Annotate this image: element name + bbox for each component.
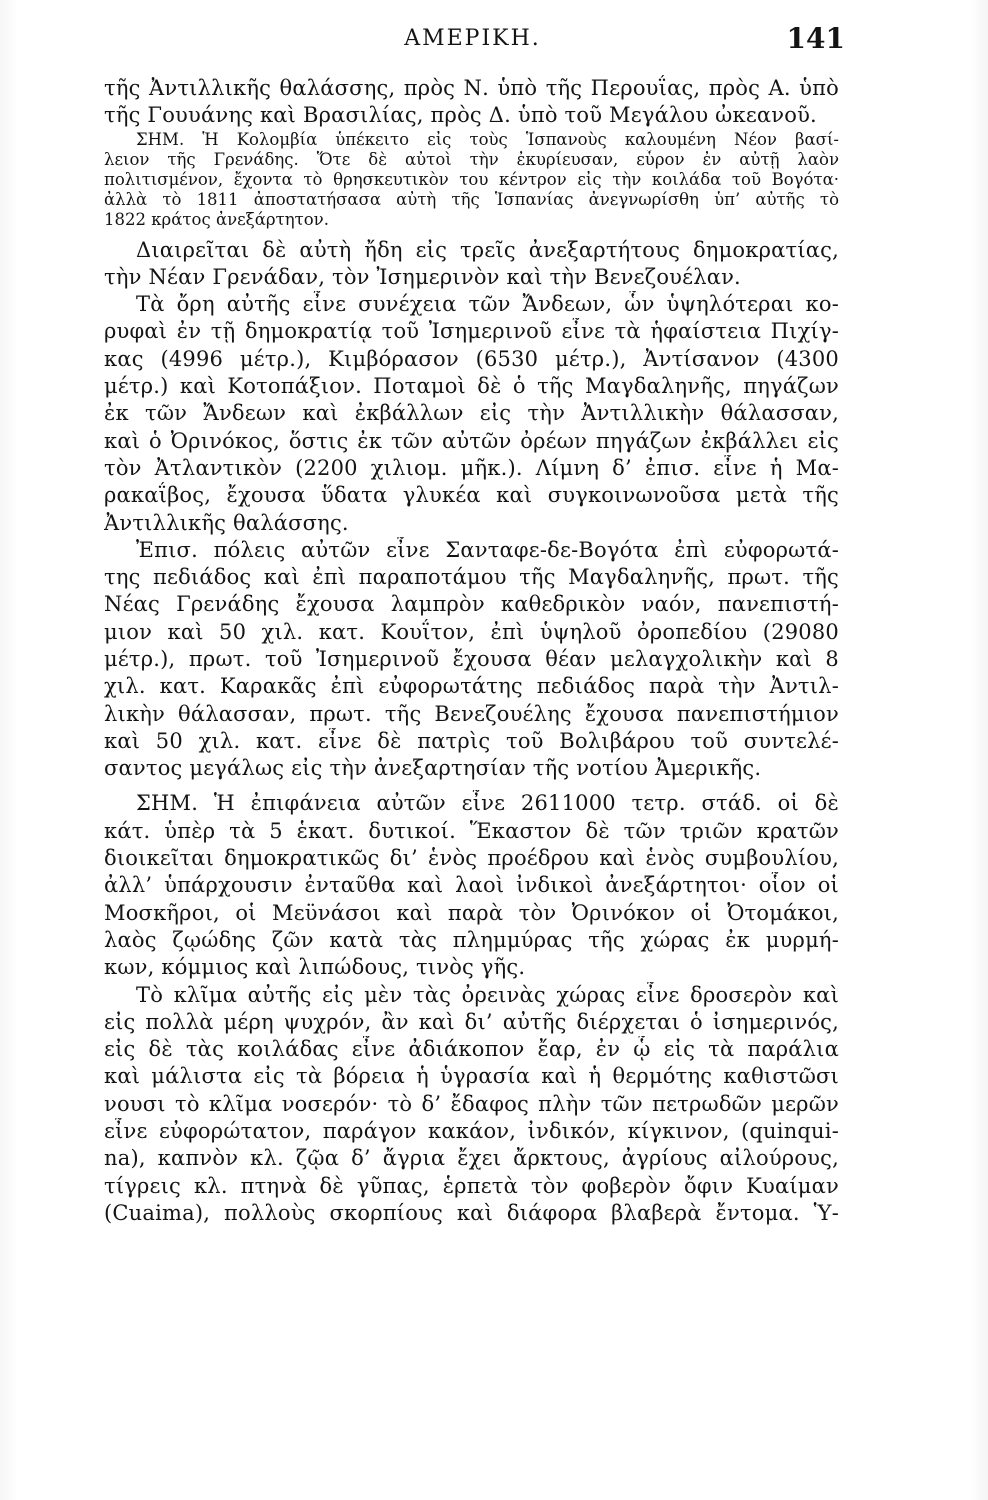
text-line: Διαιρεῖται δὲ αὐτὴ ἤδη εἰς τρεῖς ἀνεξαρτήτους δημοκρατίας, (136, 237, 839, 262)
page-header (100, 22, 845, 58)
text-line: της πεδιάδος καὶ ἐπὶ παραποτάμου τῆς Μαγδαληνῆς, πρωτ. τῆς (104, 565, 839, 590)
paragraph-divisions (104, 237, 839, 292)
text-line: τὴν Νέαν Γρενάδαν, τὸν Ἰσημερινὸν καὶ τὴν Βενεζουέλαν. (104, 264, 741, 289)
text-line: Νέας Γρενάδης ἔχουσα λαμπρὸν καθεδρικὸν ναόν, πανεπιστή- (104, 592, 839, 617)
text-line: μέτρ.), πρωτ. τοῦ Ἰσημερινοῦ ἔχουσα θέαν μελαγχολικὴν καὶ 8 (104, 646, 839, 671)
text-line: κας (4996 μέτρ.), Κιμβόρασον (6530 μέτρ.), Ἀντίσανον (4300 (104, 346, 839, 371)
text-line: εἰς πολλὰ μέρη ψυχρόν, ἂν καὶ δι’ αὐτῆς διέρχεται ὁ ἰσημερινός, (104, 1009, 839, 1034)
text-line: Ἀντιλλικῆς θαλάσσης. (104, 510, 349, 535)
text-line: Μοσκῆροι, οἱ Μεϋνάσοι καὶ παρὰ τὸν Ὀρινόκον οἱ Ὀτομάκοι, (104, 900, 839, 925)
text-line: Ἐπισ. πόλεις αὐτῶν εἶνε Σανταφε-δε-Βογότα ἐπὶ εὐφορωτά- (136, 537, 839, 562)
paragraph-cities (104, 537, 839, 783)
text-line: μιον καὶ 50 χιλ. κατ. Κουΐτον, ἐπὶ ὑψηλοῦ ὀροπεδίου (29080 (104, 619, 839, 644)
note-line: 1822 κράτος ἀνεξάρτητον. (104, 210, 329, 230)
text-line: κων, κόμμιος καὶ λιπώδους, τινὸς γῆς. (104, 955, 526, 980)
note-line: ΣΗΜ. Ἡ Κολομβία ὑπέκειτο εἰς τοὺς Ἱσπανοὺς καλουμένη Νέον βασί- (136, 129, 839, 149)
paragraph-area-population (104, 790, 839, 981)
text-line: ρακαΐβος, ἔχουσα ὕδατα γλυκέα καὶ συγκοινωνοῦσα μετὰ τῆς (104, 483, 839, 508)
note-colombia-history (104, 130, 839, 231)
text-line: ρυφαὶ ἐν τῇ δημοκρατίᾳ τοῦ Ἰσημερινοῦ εἶνε τὰ ἡφαίστεια Πιχίγ- (104, 319, 839, 344)
text-line: διοικεῖται δημοκρατικῶς δι’ ἑνὸς προέδρου καὶ ἑνὸς συμβουλίου, (104, 846, 839, 871)
text-line: τίγρεις κλ. πτηνὰ δὲ γῦπας, ἑρπετὰ τὸν φοβερὸν ὄφιν Κυαίμαν (104, 1173, 839, 1198)
text-line: λαὸς ζῳώδης ζῶν κατὰ τὰς πλημμύρας τῆς χώρας ἐκ μυρμή- (104, 927, 839, 952)
text-line: τῆς Ἀντιλλικῆς θαλάσσης, πρὸς Ν. ὑπὸ τῆς Περουΐας, πρὸς Α. ὑπὸ (104, 76, 839, 100)
text-line: νουσι τὸ κλῖμα νοσερόν· τὸ δ’ ἔδαφος πλὴν τῶν πετρωδῶν μερῶν (104, 1091, 839, 1116)
text-line: ἀλλ’ ὑπάρχουσιν ἐνταῦθα καὶ λαοὶ ἰνδικοὶ ἀνεξάρτητοι· οἷον οἱ (104, 873, 839, 898)
text-line: εἶνε εὐφορώτατον, παράγον κακάον, ἰνδικόν, κίγκινον, (quinqui- (104, 1119, 839, 1144)
running-title: ΑΜΕΡΙΚΗ. (404, 26, 541, 51)
page-number: 141 (786, 22, 845, 55)
text-line: (Cuaima), πολλοὺς σκορπίους καὶ διάφορα βλαβερὰ ἔντομα. Ὑ- (104, 1200, 839, 1225)
text-line: Τὸ κλῖμα αὐτῆς εἰς μὲν τὰς ὀρεινὰς χώρας εἶνε δροσερὸν καὶ (136, 982, 839, 1007)
note-line: λειον τῆς Γρενάδης. Ὅτε δὲ αὐτοὶ τὴν ἐκυρίευσαν, εὗρον ἐν αὐτῇ λαὸν (104, 149, 839, 169)
text-line: λικὴν θάλασσαν, πρωτ. τῆς Βενεζουέλης ἔχουσα πανεπιστήμιον (104, 701, 839, 726)
text-line: ἐκ τῶν Ἄνδεων καὶ ἐκβάλλων εἰς τὴν Ἀντιλλικὴν θάλασσαν, (104, 401, 839, 426)
text-line: Τὰ ὄρη αὐτῆς εἶνε συνέχεια τῶν Ἄνδεων, ὧν ὑψηλότεραι κο- (136, 292, 839, 317)
text-line: εἰς δὲ τὰς κοιλάδας εἶνε ἀδιάκοπον ἔαρ, ἐν ᾧ εἰς τὰ παράλια (104, 1037, 839, 1062)
paragraph-climate (104, 982, 839, 1228)
note-line: πολιτισμένον, ἔχοντα τὸ θρησκευτικὸν του κέντρον εἰς τὴν κοιλάδα τοῦ Βογότα· (104, 169, 839, 189)
text-line: καὶ 50 χιλ. κατ. εἶνε δὲ πατρὶς τοῦ Βολιβάρου τοῦ συντελέ- (104, 728, 839, 753)
text-line: na), καπνὸν κλ. ζῷα δ’ ἄγρια ἔχει ἄρκτους, ἀγρίους αἰλούρους, (104, 1146, 839, 1171)
text-line: καὶ μάλιστα εἰς τὰ βόρεια ἡ ὑγρασία καὶ ἡ θερμότης καθιστῶσι (104, 1064, 839, 1089)
text-line: τῆς Γουυάνης καὶ Βρασιλίας, πρὸς Δ. ὑπὸ τοῦ Μεγάλου ὠκεανοῦ. (104, 103, 817, 128)
text-line: χιλ. κατ. Καρακᾶς ἐπὶ εὐφορωτάτης πεδιάδος παρὰ τὴν Ἀντιλ- (104, 674, 839, 699)
text-line: καὶ ὁ Ὀρινόκος, ὅστις ἐκ τῶν αὐτῶν ὀρέων πηγάζων ἐκβάλλει εἰς (104, 428, 839, 453)
text-line: σαντος μεγάλως εἰς τὴν ἀνεξαρτησίαν τῆς νοτίου Ἀμερικῆς. (104, 756, 762, 781)
text-line: κάτ. ὑπὲρ τὰ 5 ἑκατ. δυτικοί. Ἕκαστον δὲ τῶν τριῶν κρατῶν (104, 818, 839, 843)
text-line: μέτρ.) καὶ Κοτοπάξιον. Ποταμοὶ δὲ ὁ τῆς Μαγδαληνῆς, πηγάζων (104, 374, 839, 399)
body-text (104, 75, 839, 1227)
note-line: ἀλλὰ τὸ 1811 ἀποστατήσασα αὐτὴ τῆς Ἱσπανίας ἀνεγνωρίσθη ὑπ’ αὐτῆς τὸ (104, 190, 839, 210)
paragraph-mountains-rivers (104, 291, 839, 537)
text-line: τὸν Ἀτλαντικὸν (2200 χιλιομ. μῆκ.). Λίμνη δ’ ἐπισ. εἶνε ἡ Μα- (104, 455, 839, 480)
paragraph-continuation (104, 75, 839, 130)
text-line: ΣΗΜ. Ἡ ἐπιφάνεια αὐτῶν εἶνε 2611000 τετρ. στάδ. οἱ δὲ (136, 791, 839, 816)
